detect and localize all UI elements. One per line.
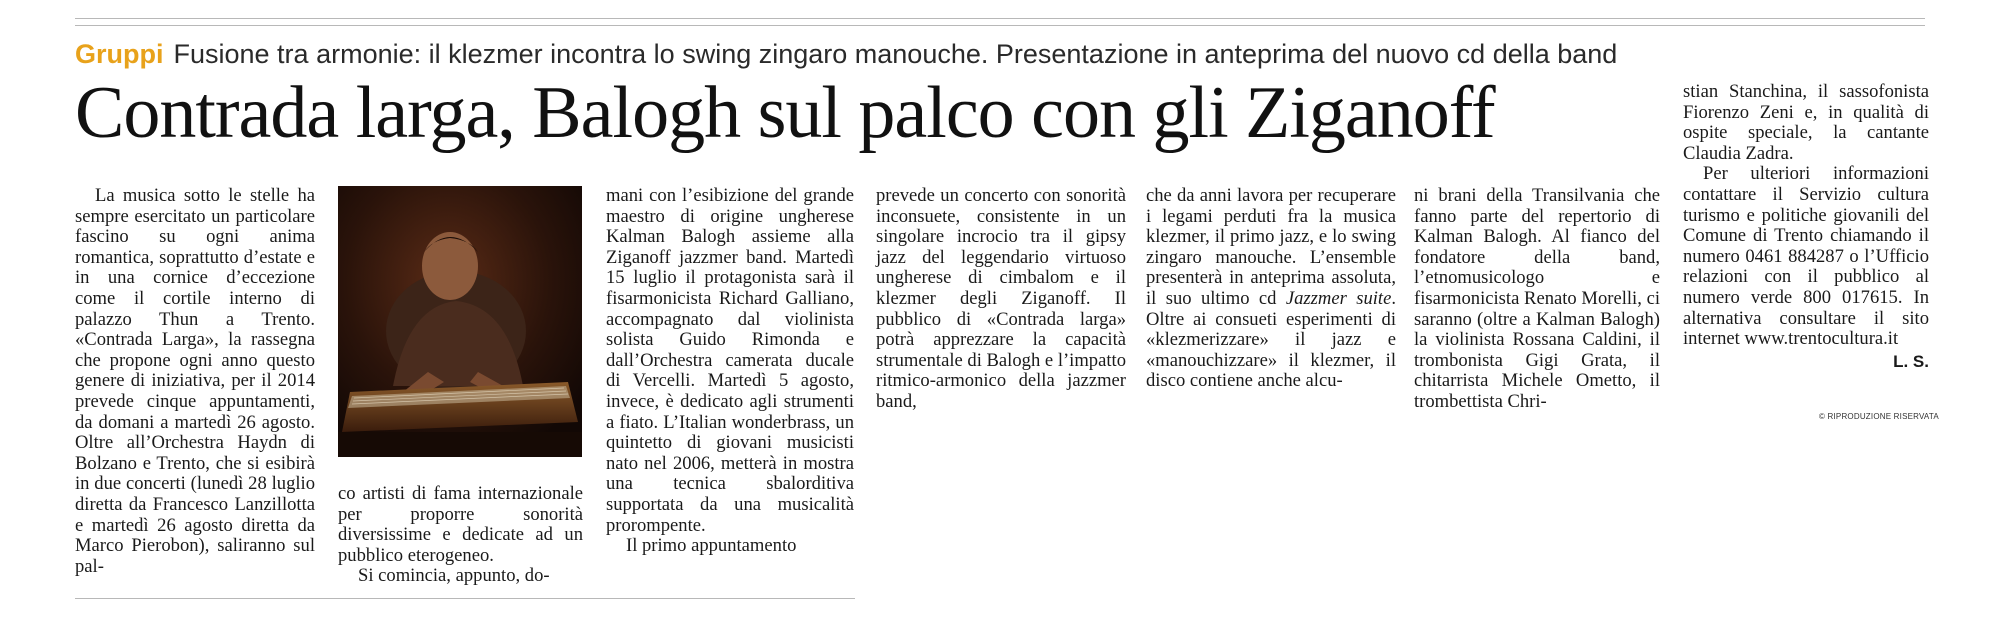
paragraph: co artisti di fama internazionale per proporre sonorità diversissime e dedicate ad un pubblico eterogeneo.: [338, 483, 583, 566]
musician-photo-illustration: [338, 186, 582, 457]
headline: Contrada larga, Balogh sul palco con gli Ziganoff: [75, 72, 1495, 154]
article-photo: [338, 186, 582, 457]
article-column-2: [338, 484, 583, 587]
article-column-4: [876, 186, 1126, 413]
text-run: che da anni lavora per recuperare i legami perduti fra la musica klezmer, il primo jazz, e lo swing zingaro manouche. L’ensemble presenterà in anteprima assoluta, il suo ultimo cd: [1146, 185, 1396, 309]
section-label: Gruppi: [75, 39, 164, 69]
article-column-3: [606, 186, 854, 557]
album-title: Jazzmer suite: [1285, 287, 1392, 309]
paragraph: Per ulteriori informazioni contattare il Servizio cultura turismo e politiche giovanili del Comune di Trento chiamando il numero 0461 884287 o l’Ufficio relazioni con il pubblico al numero verde 800 017615. In alternativa consultare il sito internet www.trentocultura.it: [1683, 163, 1929, 350]
paragraph: mani con l’esibizione del grande maestro di origine ungherese Kalman Balogh assieme alla Ziganoff jazzmer band. Martedì 15 luglio il protagonista sarà il fisarmonicista Richard Galliano, accompagnato dal violinista solista Guido Rimonda e dall’Orchestra camerata ducale di Vercelli. Martedì 5 agosto, invece, è dedicato agli strumenti a fiato. L’Italian wonderbrass, un quintetto di giovani musicisti nato nel 2006, metterà in mostra una tecnica sbalorditiva supportata da una musicalità prorompente.: [606, 185, 854, 536]
article-column-5: [1146, 186, 1396, 392]
paragraph: Si comincia, appunto, do-: [358, 565, 550, 587]
paragraph: La musica sotto le stelle ha sempre esercitato un particolare fascino su ogni anima romantica, soprattutto d’estate e in una cornice d’eccezione come il cortile interno di palazzo Thun a Trento. «Contrada Larga», la rassegna che propone ogni anno questo genere di iniziativa, per il 2014 prevede cinque appuntamenti, da domani a martedì 26 agosto. Oltre all’Orchestra Haydn di Bolzano e Trento, che si esibirà in due concerti (lunedì 28 luglio diretta da Francesco Lanzillotta e martedì 26 agosto diretta da Marco Pierobon), saliranno sul pal-: [75, 185, 315, 577]
article-column-7: [1683, 82, 1929, 372]
article-column-6: [1414, 186, 1660, 413]
paragraph: prevede un concerto con sonorità inconsuete, consistente in un singolare incrocio tra il gipsy jazz del leggendario virtuoso ungherese di cimbalom e il klezmer degli Ziganoff. Il pubblico di «Contrada larga» potrà apprezzare la capacità strumentale di Balogh e l’impatto ritmico-armonico della jazzmer band,: [876, 185, 1126, 412]
kicker: [75, 36, 1617, 72]
paragraph: [1146, 186, 1396, 392]
paragraph: Il primo appuntamento: [626, 535, 797, 557]
subheadline: Fusione tra armonie: il klezmer incontra lo swing zingaro manouche. Presentazione in anteprima del nuovo cd della band: [173, 39, 1618, 69]
author-signature: L. S.: [1893, 351, 1929, 371]
paragraph: stian Stanchina, il sassofonista Fiorenzo Zeni e, in qualità di ospite speciale, la cantante Claudia Zadra.: [1683, 81, 1929, 164]
bottom-rule: [75, 598, 855, 599]
paragraph: ni brani della Transilvania che fanno parte del repertorio di Kalman Balogh. Al fianco del fondatore della band, l’etnomusicologo e fisarmonicista Renato Morelli, ci saranno (oltre a Kalman Balogh) la violinista Rossana Caldini, il trombonista Gigi Grata, il chitarrista Michele Ometto, il trombettista Chri-: [1414, 185, 1660, 412]
article-column-1: [75, 186, 315, 577]
text-run: . Oltre ai consueti esperimenti di «klezmerizzare» il jazz e «manouchizzare» il klezmer, il disco contiene anche alcu-: [1146, 287, 1396, 392]
top-rule-secondary: [75, 25, 1925, 26]
top-rule: [75, 18, 1925, 19]
copyright-notice: © RIPRODUZIONE RISERVATA: [1819, 412, 1939, 421]
